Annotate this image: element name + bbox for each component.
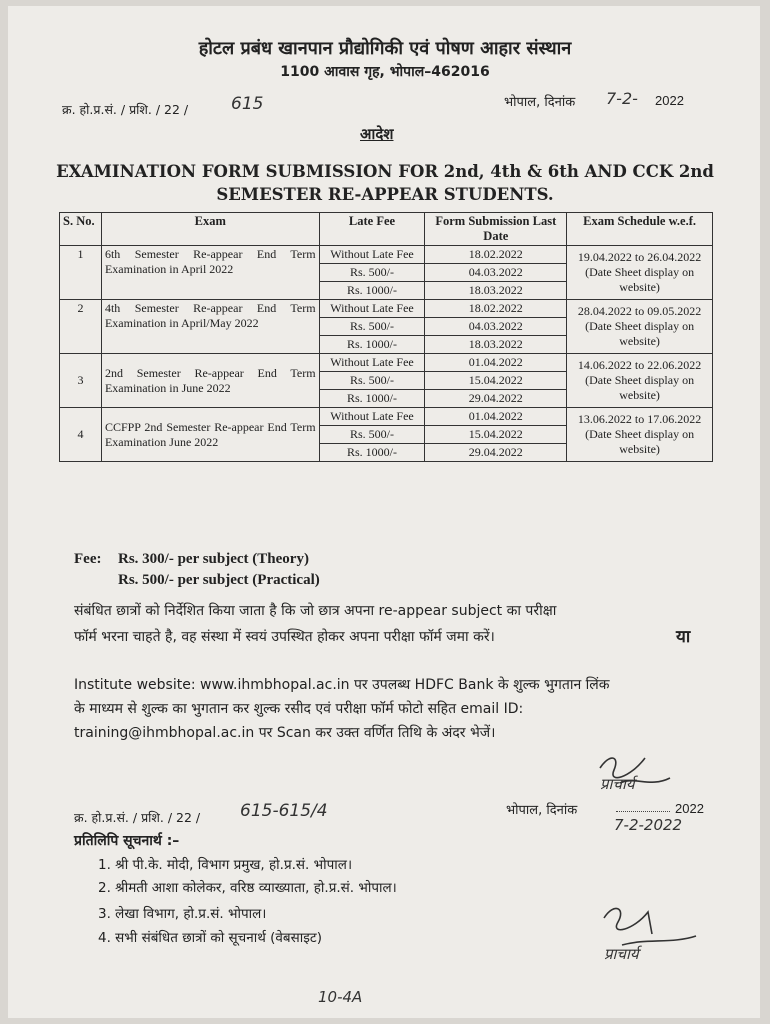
header-last-date: Form Submission Last Date [425, 213, 567, 246]
instruction-line: के माध्यम से शुल्क का भुगतान कर शुल्क रसीद एवं परीक्षा फॉर्म फोटो सहित email ID: [74, 701, 524, 717]
row-fee: Without Late Fee [319, 408, 425, 426]
order-heading: आदेश [360, 125, 394, 143]
institute-name: होटल प्रबंध खानपान प्रौद्योगिकी एवं पोषण आहार संस्थान [198, 38, 572, 59]
row-fee: Rs. 500/- [319, 372, 425, 390]
document-title-line1: EXAMINATION FORM SUBMISSION FOR 2nd, 4th & 6th AND CCK 2nd [56, 162, 714, 181]
row-fee: Without Late Fee [319, 300, 425, 318]
row-schedule: 14.06.2022 to 22.06.2022 (Date Sheet display on website) [567, 354, 713, 408]
principal-signature-designation: प्राचार्य [600, 775, 635, 793]
row-exam: 6th Semester Re-appear End Term Examination in April 2022 [101, 246, 319, 300]
copy-list-item: 2. श्रीमती आशा कोलेकर, वरिष्ठ व्याख्याता, हो.प्र.सं. भोपाल। [98, 880, 397, 896]
row-date: 18.03.2022 [425, 336, 567, 354]
table-row [60, 408, 713, 426]
principal-signature-designation-2: प्राचार्य [604, 945, 639, 963]
row-fee: Rs. 1000/- [319, 444, 425, 462]
table-row [60, 300, 713, 318]
row-date: 15.04.2022 [425, 372, 567, 390]
institute-address: 1100 आवास गृह, भोपाल–462016 [280, 64, 490, 80]
copy-to-label: प्रतिलिपि सूचनार्थ :– [74, 833, 180, 849]
row-sno: 2 [60, 300, 102, 354]
row-fee: Rs. 1000/- [319, 390, 425, 408]
row-fee: Rs. 500/- [319, 264, 425, 282]
bottom-handwritten-note: 10-4A [318, 988, 363, 1006]
reference-prefix: क्र. हो.प्र.सं. / प्रशि. / 22 / [62, 102, 189, 117]
fee-practical: Rs. 500/- per subject (Practical) [118, 572, 320, 588]
row-date: 15.04.2022 [425, 426, 567, 444]
footer-reference-prefix: क्र. हो.प्र.सं. / प्रशि. / 22 / [74, 810, 201, 825]
footer-date-handwritten: 7-2-2022 [614, 816, 683, 834]
or-word: या [676, 627, 691, 647]
row-date: 04.03.2022 [425, 264, 567, 282]
row-date: 29.04.2022 [425, 444, 567, 462]
copy-list-item: 3. लेखा विभाग, हो.प्र.सं. भोपाल। [98, 906, 267, 922]
footer-reference-number: 615-615/4 [240, 801, 328, 821]
header-year: 2022 [655, 93, 684, 108]
row-fee: Without Late Fee [319, 246, 425, 264]
table-row [60, 246, 713, 264]
date-handwritten: 7-2- [606, 89, 638, 108]
fee-label: Fee: [74, 551, 102, 567]
copy-list-item: 1. श्री पी.के. मोदी, विभाग प्रमुख, हो.प्र.सं. भोपाल। [98, 857, 353, 873]
row-date: 18.02.2022 [425, 246, 567, 264]
fee-theory: Rs. 300/- per subject (Theory) [118, 551, 309, 567]
instruction-line: training@ihmbhopal.ac.in पर Scan कर उक्त वर्णित तिथि के अंदर भेजें। [74, 725, 496, 741]
exam-schedule-table [59, 212, 713, 462]
row-exam: 4th Semester Re-appear End Term Examination in April/May 2022 [101, 300, 319, 354]
row-date: 01.04.2022 [425, 354, 567, 372]
row-sno: 4 [60, 408, 102, 462]
header-late-fee: Late Fee [319, 213, 425, 246]
row-exam: CCFPP 2nd Semester Re-appear End Term Examination June 2022 [101, 408, 319, 462]
row-date: 18.02.2022 [425, 300, 567, 318]
instruction-line: Institute website: www.ihmbhopal.ac.in पर उपलब्ध HDFC Bank के शुल्क भुगतान लिंक [74, 677, 610, 693]
row-date: 04.03.2022 [425, 318, 567, 336]
row-date: 01.04.2022 [425, 408, 567, 426]
copy-list-item: 4. सभी संबंधित छात्रों को सूचनार्थ (वेबसाइट) [98, 930, 322, 946]
row-fee: Rs. 1000/- [319, 282, 425, 300]
instruction-line: फॉर्म भरना चाहते है, वह संस्था में स्वयं उपस्थित होकर अपना परीक्षा फॉर्म जमा करें। [74, 629, 495, 645]
date-line [616, 811, 670, 812]
row-sno: 3 [60, 354, 102, 408]
table-header-row [60, 213, 713, 246]
row-date: 18.03.2022 [425, 282, 567, 300]
reference-number: 615 [231, 94, 264, 114]
table-row [60, 354, 713, 372]
row-schedule: 19.04.2022 to 26.04.2022 (Date Sheet display on website) [567, 246, 713, 300]
place-date-label: भोपाल, दिनांक [504, 95, 576, 110]
header-exam: Exam [101, 213, 319, 246]
row-fee: Rs. 500/- [319, 426, 425, 444]
row-schedule: 13.06.2022 to 17.06.2022 (Date Sheet display on website) [567, 408, 713, 462]
row-fee: Rs. 500/- [319, 318, 425, 336]
row-sno: 1 [60, 246, 102, 300]
header-schedule: Exam Schedule w.e.f. [567, 213, 713, 246]
row-fee: Without Late Fee [319, 354, 425, 372]
header-sno: S. No. [60, 213, 102, 246]
footer-year: 2022 [675, 801, 704, 816]
row-schedule: 28.04.2022 to 09.05.2022 (Date Sheet display on website) [567, 300, 713, 354]
footer-place-date-label: भोपाल, दिनांक [506, 803, 578, 818]
row-fee: Rs. 1000/- [319, 336, 425, 354]
instruction-line: संबंधित छात्रों को निर्देशित किया जाता है कि जो छात्र अपना re-appear subject का परीक्षा [74, 603, 557, 619]
document-title-line2: SEMESTER RE-APPEAR STUDENTS. [216, 185, 554, 204]
row-exam: 2nd Semester Re-appear End Term Examination in June 2022 [101, 354, 319, 408]
row-date: 29.04.2022 [425, 390, 567, 408]
